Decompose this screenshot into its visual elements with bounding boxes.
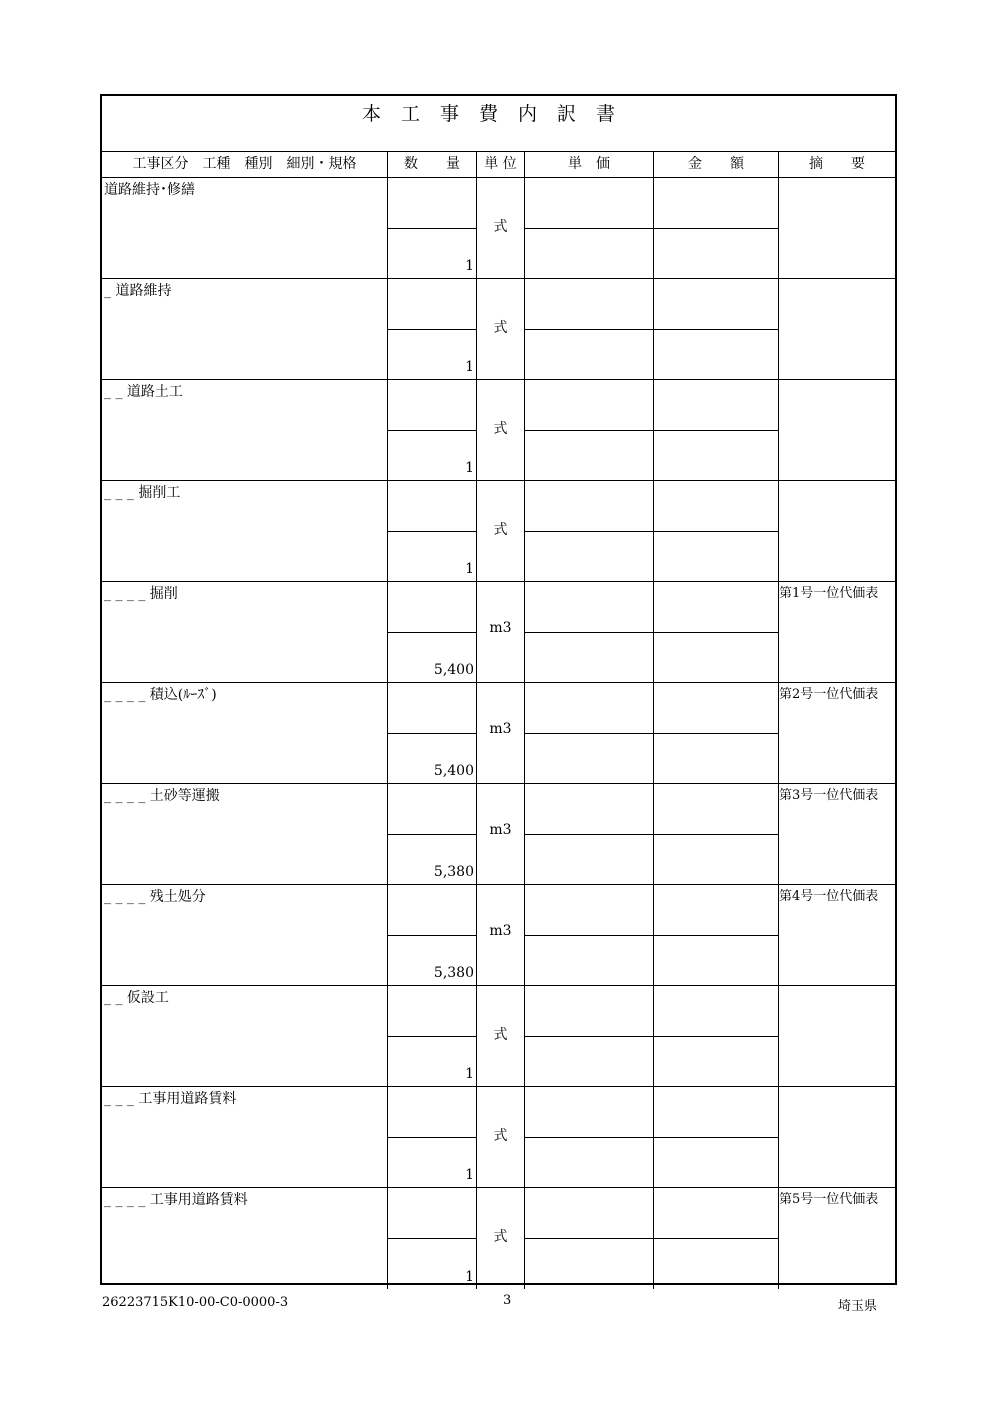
row-quantity: 1: [465, 1066, 474, 1082]
table-row: [102, 178, 895, 279]
row-quantity: 5,400: [433, 662, 474, 678]
row-item-name: _ _ _ _ 積込(ﾙｰｽﾞ): [104, 687, 217, 703]
row-unit: m3: [489, 822, 512, 838]
row-quantity: 1: [465, 561, 474, 577]
row-item-name: _ _ _ 工事用道路賃料: [104, 1091, 237, 1107]
table-header: [102, 152, 895, 178]
row-note: 第3号一位代価表: [779, 788, 879, 803]
table-row: [102, 784, 895, 885]
table-row: [102, 582, 895, 683]
row-note: 第5号一位代価表: [779, 1192, 879, 1207]
row-note: 第4号一位代価表: [779, 889, 879, 904]
row-quantity: 1: [465, 359, 474, 375]
row-unit: 式: [493, 320, 508, 336]
document-title: 本工事費内訳書: [102, 96, 895, 152]
row-unit: m3: [489, 923, 512, 939]
row-item-name: _ _ _ _ 掘削: [104, 586, 178, 602]
table-row: [102, 1087, 895, 1188]
header-unit: 単 位: [484, 156, 517, 172]
page-number: 3: [503, 1293, 512, 1308]
header-amount: 金 額: [688, 156, 744, 172]
table-row: [102, 279, 895, 380]
row-unit: 式: [493, 1027, 508, 1043]
table-row: [102, 683, 895, 784]
table-row: [102, 885, 895, 986]
organization: 埼玉県: [838, 1299, 878, 1314]
row-unit: 式: [493, 1128, 508, 1144]
row-item-name: _ _ _ _ 土砂等運搬: [104, 788, 220, 804]
row-item-name: _ _ _ _ 残土処分: [104, 889, 206, 905]
row-item-name: _ _ _ _ 工事用道路賃料: [104, 1192, 248, 1208]
row-note: 第2号一位代価表: [779, 687, 879, 702]
header-unit-price: 単 価: [568, 156, 610, 172]
row-quantity: 5,400: [433, 763, 474, 779]
row-item-name: _ _ _ 掘削工: [104, 485, 181, 501]
row-unit: 式: [493, 1229, 508, 1245]
row-unit: 式: [493, 219, 508, 235]
header-item: 工事区分 工種 種別 細別・規格: [132, 156, 357, 172]
row-quantity: 5,380: [433, 965, 474, 981]
row-item-name: _ _ 道路土工: [104, 384, 183, 400]
row-unit: m3: [489, 620, 512, 636]
row-quantity: 1: [465, 1167, 474, 1183]
table-row: [102, 1188, 895, 1289]
row-item-name: _ 道路維持: [104, 283, 172, 299]
row-quantity: 1: [465, 1269, 474, 1285]
table-row: [102, 481, 895, 582]
row-item-name: 道路維持･修繕: [104, 182, 195, 198]
document-code: 26223715K10-00-C0-0000-3: [102, 1295, 289, 1310]
row-item-name: _ _ 仮設工: [104, 990, 169, 1006]
row-unit: 式: [493, 421, 508, 437]
row-quantity: 5,380: [433, 864, 474, 880]
row-note: 第1号一位代価表: [779, 586, 879, 601]
row-quantity: 1: [465, 258, 474, 274]
header-qty: 数 量: [404, 156, 460, 172]
row-unit: m3: [489, 721, 512, 737]
row-quantity: 1: [465, 460, 474, 476]
row-unit: 式: [493, 522, 508, 538]
estimate-sheet: [100, 94, 897, 1285]
table-row: [102, 986, 895, 1087]
table-row: [102, 380, 895, 481]
header-note: 摘 要: [809, 156, 865, 172]
